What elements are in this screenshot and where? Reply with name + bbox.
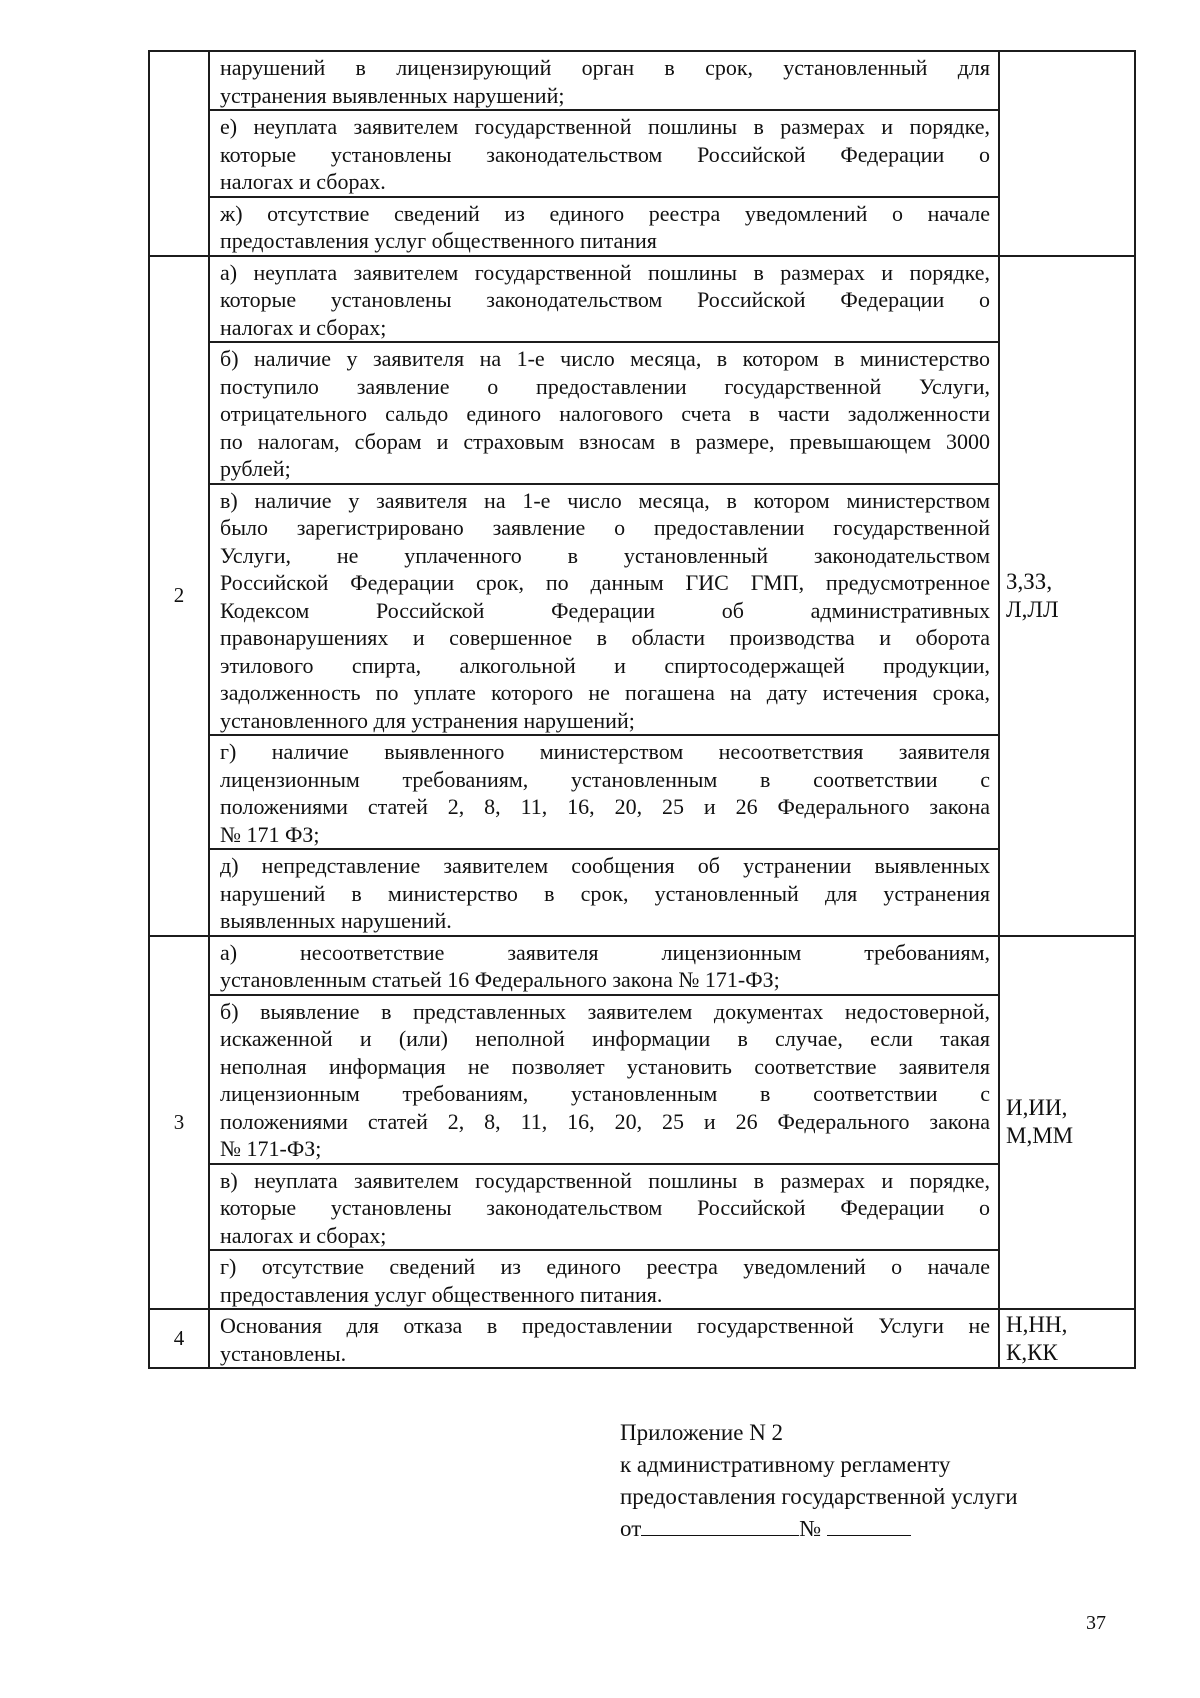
table-row <box>149 110 1135 197</box>
appendix-date-line <box>620 1513 1018 1545</box>
reason-text-line: искаженной и (или) неполной информации в случае, если такая <box>220 1026 990 1051</box>
page-number: 37 <box>1086 1612 1106 1634</box>
table-row <box>149 735 1135 849</box>
row-number-cell <box>149 51 209 256</box>
number-sign: № <box>799 1516 822 1541</box>
regulation-table <box>148 50 1136 1369</box>
reason-cell <box>209 1309 999 1368</box>
reason-text-line: е) неуплата заявителем государственной пошлины в размерах и порядке, <box>220 114 990 139</box>
code-text: Н,НН, <box>1006 1311 1068 1337</box>
reason-text-line: установленного для устранения нарушений; <box>220 707 635 733</box>
reason-text-line: положениями статей 2, 8, 11, 16, 20, 25 и 26 Федерального закона <box>220 1108 990 1134</box>
reason-text-line: выявленных нарушений. <box>220 908 452 933</box>
table-row <box>149 936 1135 995</box>
reason-text-line: д) непредставление заявителем сообщения об устранении выявленных <box>220 853 990 878</box>
reason-text-line: этилового спирта, алкогольной и спиртосодержащей продукции, <box>220 652 990 678</box>
table-row <box>149 849 1135 936</box>
reason-text-line: по налогам, сборам и страховым взносам в размере, превышающем 3000 <box>220 428 990 454</box>
table-row <box>149 995 1135 1164</box>
reason-text-line: которые установлены законодательством Российской Федерации о <box>220 1195 990 1220</box>
reason-text-line: которые установлены законодательством Российской Федерации о <box>220 141 990 167</box>
reason-text-line: налогах и сборах. <box>220 169 386 194</box>
code-text: К,КК <box>1006 1339 1058 1365</box>
reason-text-line: в) наличие у заявителя на 1-е число месяца, в котором министерством <box>220 487 990 513</box>
reason-text-line: правонарушениях и совершенное в области производства и оборота <box>220 625 990 650</box>
code-cell <box>999 256 1135 936</box>
code-cell <box>999 936 1135 1310</box>
reason-cell <box>209 256 999 343</box>
reason-text-line: нарушений в министерство в срок, установленный для устранения <box>220 880 990 906</box>
table-row <box>149 51 1135 110</box>
reason-text-line: предоставления услуг общественного питания <box>220 228 657 253</box>
code-text: Л,ЛЛ <box>1006 596 1059 622</box>
table-row <box>149 1309 1135 1368</box>
reason-text-line: ж) отсутствие сведений из единого реестра уведомлений о начале <box>220 200 990 226</box>
reason-text-line: рублей; <box>220 456 291 481</box>
code-cell <box>999 51 1135 256</box>
table-row <box>149 1250 1135 1309</box>
reason-cell <box>209 197 999 256</box>
reason-cell <box>209 995 999 1164</box>
reason-text-line: неполная информация не позволяет установить соответствие заявителя <box>220 1053 990 1079</box>
appendix-line-2: к административному регламенту <box>620 1452 951 1477</box>
reason-text-line: № 171 ФЗ; <box>220 821 320 847</box>
reason-cell <box>209 735 999 849</box>
reason-cell <box>209 1164 999 1251</box>
code-text: И,ИИ, <box>1006 1095 1068 1121</box>
reason-cell <box>209 342 999 484</box>
table-row <box>149 484 1135 736</box>
reason-text-line: б) выявление в представленных заявителем документах недостоверной, <box>220 998 990 1024</box>
reason-text-line: № 171-ФЗ; <box>220 1136 322 1161</box>
table-row <box>149 1164 1135 1251</box>
number-blank <box>827 1513 911 1536</box>
reason-text-line: в) неуплата заявителем государственной пошлины в размерах и порядке, <box>220 1167 990 1193</box>
code-text: З,ЗЗ, <box>1006 568 1053 594</box>
reason-cell <box>209 51 999 110</box>
reason-text-line: Российской Федерации срок, по данным ГИС ГМП, предусмотренное <box>220 570 990 595</box>
reason-cell <box>209 484 999 736</box>
date-blank <box>641 1513 799 1536</box>
reason-text-line: предоставления услуг общественного питания. <box>220 1281 663 1307</box>
reason-text-line: а) неуплата заявителем государственной пошлины в размерах и порядке, <box>220 259 990 285</box>
reason-cell <box>209 849 999 936</box>
reason-text-line: нарушений в лицензирующий орган в срок, установленный для <box>220 55 990 80</box>
reason-text-line: Услуги, не уплаченного в установленный законодательством <box>220 542 990 568</box>
table-row <box>149 342 1135 484</box>
reason-text-line: налогах и сборах; <box>220 314 387 340</box>
reason-text-line: задолженность по уплате которого не погашена на дату истечения срока, <box>220 680 990 705</box>
appendix-heading <box>620 1417 1018 1545</box>
reason-cell <box>209 110 999 197</box>
appendix-line-3: предоставления государственной услуги <box>620 1484 1018 1509</box>
reason-text-line: г) отсутствие сведений из единого реестра уведомлений о начале <box>220 1254 990 1279</box>
reason-cell <box>209 1250 999 1309</box>
reason-text-line: Основания для отказа в предоставлении государственной Услуги не <box>220 1313 990 1338</box>
reason-text-line: которые установлены законодательством Российской Федерации о <box>220 287 990 312</box>
reason-text-line: б) наличие у заявителя на 1-е число месяца, в котором в министерство <box>220 346 990 371</box>
reason-text-line: поступило заявление о предоставлении государственной Услуги, <box>220 373 990 399</box>
row-number-cell: 2 <box>149 256 209 936</box>
reason-cell <box>209 936 999 995</box>
from-label: от <box>620 1516 642 1541</box>
row-number-cell: 4 <box>149 1309 209 1368</box>
reason-text-line: Кодексом Российской Федерации об административных <box>220 597 990 623</box>
reason-text-line: отрицательного сальдо единого налогового счета в части задолженности <box>220 401 990 426</box>
appendix-title: Приложение N 2 <box>620 1420 784 1445</box>
reason-text-line: устранения выявленных нарушений; <box>220 82 565 108</box>
reason-text-line: г) наличие выявленного министерством несоответствия заявителя <box>220 739 990 764</box>
code-cell <box>999 1309 1135 1368</box>
reason-text-line: положениями статей 2, 8, 11, 16, 20, 25 и 26 Федерального закона <box>220 794 990 819</box>
reason-text-line: налогах и сборах; <box>220 1222 387 1248</box>
reason-text-line: было зарегистрировано заявление о предоставлении государственной <box>220 515 990 540</box>
table-row <box>149 197 1135 256</box>
reason-text-line: установленным статьей 16 Федерального закона № 171-ФЗ; <box>220 967 780 992</box>
code-text: М,ММ <box>1006 1123 1074 1149</box>
reason-text-line: лицензионным требованиям, установленным в соответствии с <box>220 1081 990 1106</box>
reason-text-line: установлены. <box>220 1340 347 1366</box>
reason-text-line: а) несоответствие заявителя лицензионным требованиям, <box>220 939 990 965</box>
row-number-cell: 3 <box>149 936 209 1310</box>
table-row <box>149 256 1135 343</box>
reason-text-line: лицензионным требованиям, установленным в соответствии с <box>220 766 990 792</box>
